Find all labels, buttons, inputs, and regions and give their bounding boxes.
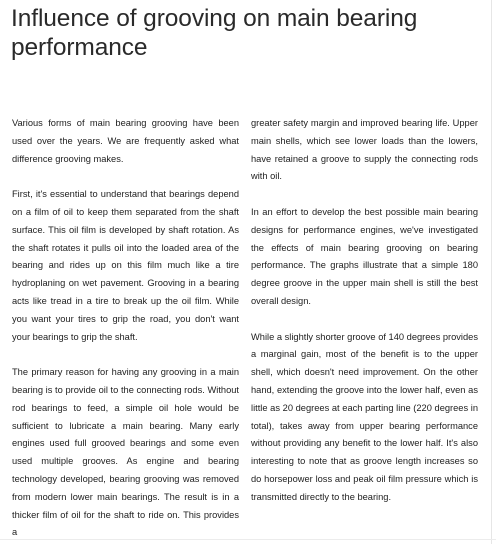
paragraph: The primary reason for having any grooving in a main bearing is to provide oil to the connecting rods. Without rod bearings to feed, a simple oil hole would be sufficient to lubricate a main bearing. Many early engines used full grooved bearings and some even used multiple grooves. As engine and bearing technology developed, bearing grooving was removed from modern lower main bearings. The result is in a thicker film of oil for the shaft to ride on. This provides a: [12, 367, 239, 538]
article-column-right: [251, 115, 478, 524]
paragraph: In an effort to develop the best possible main bearing designs for performance engines, we've investigated the effects of main bearing grooving on bearing performance. The graphs illustrate that a simple 180 degree groove in the upper main shell is still the best overall design.: [251, 206, 478, 306]
page-title: Influence of grooving on main bearing performance: [11, 5, 418, 61]
page-bottom-divider: [0, 539, 496, 540]
page-edge-divider: [491, 0, 492, 544]
article-column-left: [12, 115, 239, 560]
paragraph: First, it's essential to understand that bearings depend on a film of oil to keep them separated from the shaft surface. This oil film is developed by shaft rotation. As the shaft rotates it pulls oil into the loaded area of the bearing and rides up on this film much like a tire hydroplaning on wet pavement. Grooving in a bearing acts like tread in a tire to break up the oil film. While you want your tires to grip the road, you don't want your bearings to grip the shaft.: [12, 189, 239, 342]
paragraph: While a slightly shorter groove of 140 degrees provides a marginal gain, most of the benefit is to the upper shell, which doesn't need improvement. On the other hand, extending the groove into the lower half, even as little as 20 degrees at each parting line (220 degrees in total), takes away from upper bearing performance without providing any benefit to the lower half. It's also interesting to note that as groove length increases so do horsepower loss and peak oil film pressure which is transmitted directly to the bearing.: [251, 331, 478, 502]
paragraph: greater safety margin and improved bearing life. Upper main shells, which see lower loads than the lowers, have retained a groove to supply the connecting rods with oil.: [251, 118, 478, 182]
paragraph: Various forms of main bearing grooving have been used over the years. We are frequently asked what difference grooving makes.: [12, 118, 239, 164]
